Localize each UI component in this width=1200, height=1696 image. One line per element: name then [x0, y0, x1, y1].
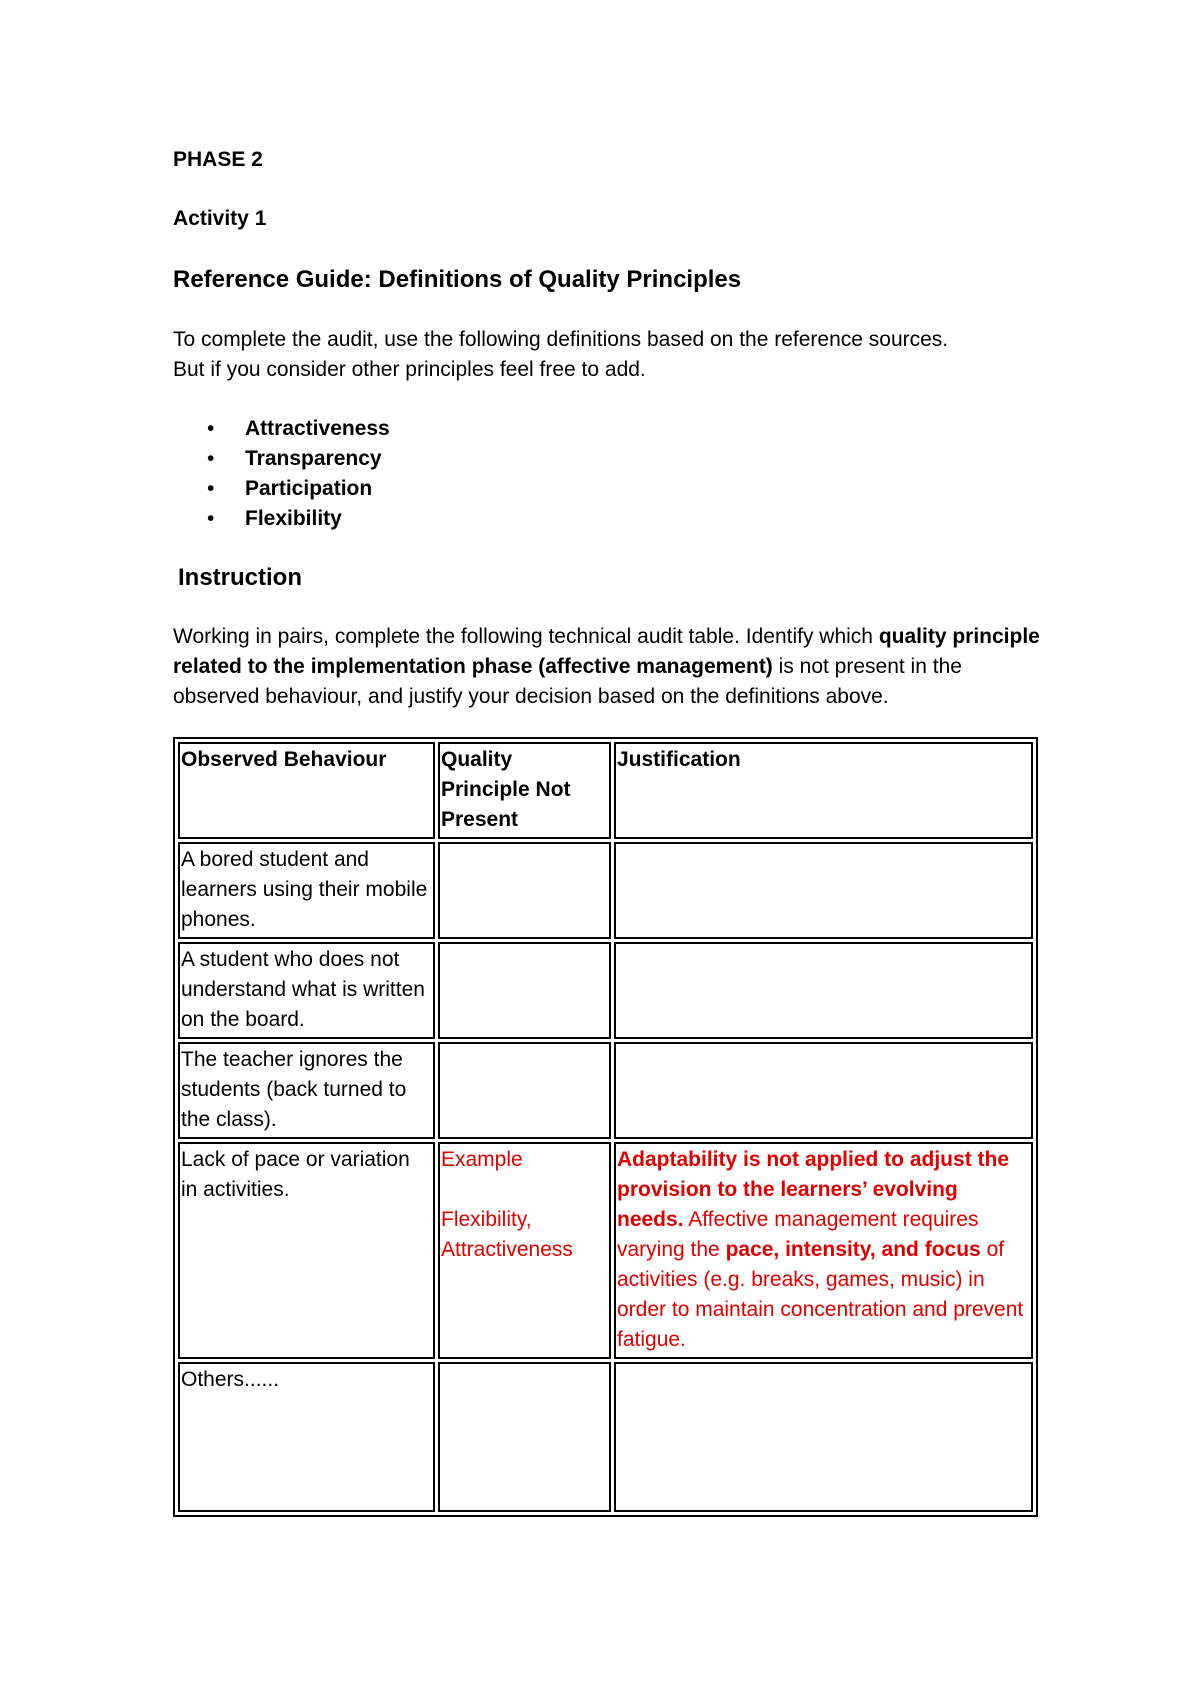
table-row — [178, 1042, 1033, 1139]
page-title: Reference Guide: Definitions of Quality Principles — [173, 266, 742, 293]
example-justification-text-1: Affective management requires varying the — [617, 1208, 979, 1261]
activity-label: Activity 1 — [173, 207, 267, 230]
behaviour-cell: The teacher ignores the students (back turned to the class). — [178, 1042, 435, 1139]
example-justification-text-2: of activities (e.g. breaks, games, music) in order to maintain concentration and prevent fatigue. — [617, 1238, 1024, 1351]
intro-paragraph — [173, 325, 1053, 385]
principle-cell[interactable] — [438, 1362, 611, 1512]
justification-cell[interactable] — [614, 842, 1033, 939]
table-row — [178, 1362, 1033, 1512]
behaviour-cell: A student who does not understand what is written on the board. — [178, 942, 435, 1039]
list-item: • Participation — [173, 474, 390, 504]
table-header-row — [178, 742, 1033, 839]
example-justification-bold: Adaptability is not applied to adjust the provision to the learners’ evolving needs. — [617, 1148, 1010, 1231]
list-item: • Transparency — [173, 444, 390, 474]
example-principles: Flexibility, Attractiveness — [441, 1208, 573, 1261]
header-quality-principle: Quality Principle Not Present — [438, 742, 611, 839]
principle-cell[interactable] — [438, 942, 611, 1039]
intro-line-1: To complete the audit, use the following definitions based on the reference sources. — [173, 328, 949, 351]
principle-cell[interactable] — [438, 1042, 611, 1139]
example-justification-bold-2: pace, intensity, and focus — [725, 1238, 981, 1261]
instruction-text-2: is not present in the observed behaviour, and justify your decision based on the definitions above. — [173, 655, 962, 708]
table-row — [178, 942, 1033, 1039]
header-justification: Justification — [614, 742, 1033, 839]
behaviour-cell: Others...... — [178, 1362, 435, 1512]
intro-line-2: But if you consider other principles feel free to add. — [173, 358, 646, 381]
instruction-paragraph — [173, 622, 1053, 712]
example-principle-cell — [438, 1142, 611, 1359]
example-label: Example — [441, 1148, 523, 1171]
justification-cell[interactable] — [614, 1042, 1033, 1139]
principles-list — [173, 414, 390, 534]
list-item: • Attractiveness — [173, 414, 390, 444]
example-justification-cell — [614, 1142, 1033, 1359]
audit-table — [173, 737, 1038, 1517]
behaviour-cell: A bored student and learners using their mobile phones. — [178, 842, 435, 939]
behaviour-cell: Lack of pace or variation in activities. — [178, 1142, 435, 1359]
justification-cell[interactable] — [614, 1362, 1033, 1512]
instruction-text-1: Working in pairs, complete the following technical audit table. Identify which — [173, 625, 879, 648]
phase-label: PHASE 2 — [173, 148, 263, 171]
list-item: • Flexibility — [173, 504, 390, 534]
table-row-example — [178, 1142, 1033, 1359]
instruction-heading: Instruction — [178, 564, 302, 591]
principle-cell[interactable] — [438, 842, 611, 939]
table-row — [178, 842, 1033, 939]
justification-cell[interactable] — [614, 942, 1033, 1039]
header-observed-behaviour: Observed Behaviour — [178, 742, 435, 839]
instruction-bold: quality principle related to the implementation phase (affective management) — [173, 625, 1040, 678]
